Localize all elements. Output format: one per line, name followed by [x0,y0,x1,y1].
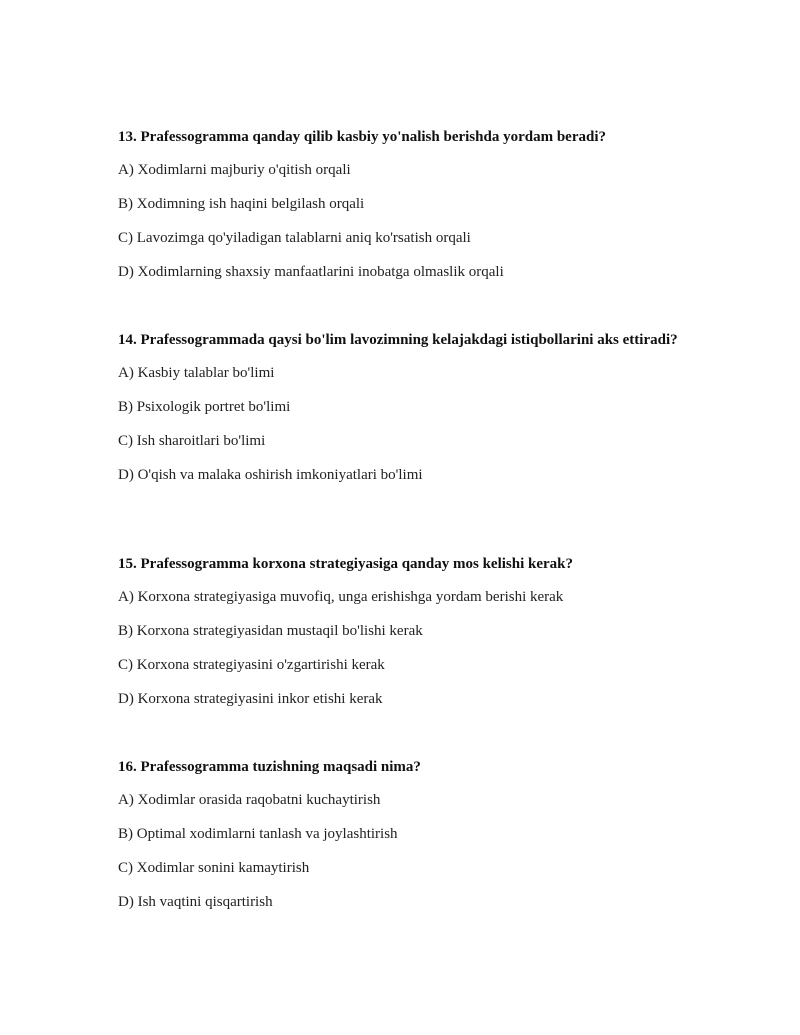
question-title: 13. Prafessogramma qanday qilib kasbiy yo'nalish berishda yordam beradi? [118,129,606,145]
option-a: A) Xodimlar orasida raqobatni kuchaytirish [118,792,381,808]
option-d: D) Korxona strategiyasini inkor etishi kerak [118,691,383,707]
option-a: A) Kasbiy talablar bo'limi [118,365,275,381]
option-b: B) Optimal xodimlarni tanlash va joylashtirish [118,826,398,842]
option-c: C) Korxona strategiyasini o'zgartirishi kerak [118,657,385,673]
option-b: B) Psixologik portret bo'limi [118,399,291,415]
option-d: D) O'qish va malaka oshirish imkoniyatlari bo'limi [118,467,423,483]
option-b: B) Xodimning ish haqini belgilash orqali [118,196,365,212]
option-a: A) Xodimlarni majburiy o'qitish orqali [118,162,351,178]
question-title: 14. Prafessogrammada qaysi bo'lim lavozimning kelajakdagi istiqbollarini aks ettiradi? [118,332,678,348]
question-13 [118,127,678,296]
question-title: 15. Prafessogramma korxona strategiyasiga qanday mos kelishi kerak? [118,556,573,572]
question-16 [118,757,678,926]
option-c: C) Lavozimga qo'yiladigan talablarni aniq ko'rsatish orqali [118,230,471,246]
option-c: C) Ish sharoitlari bo'limi [118,433,266,449]
option-c: C) Xodimlar sonini kamaytirish [118,860,310,876]
option-d: D) Ish vaqtini qisqartirish [118,894,273,910]
option-a: A) Korxona strategiyasiga muvofiq, unga erishishga yordam berishi kerak [118,589,564,605]
question-15 [118,554,678,723]
option-d: D) Xodimlarning shaxsiy manfaatlarini inobatga olmaslik orqali [118,264,504,280]
option-b: B) Korxona strategiyasidan mustaqil bo'lishi kerak [118,623,423,639]
question-14 [118,330,678,499]
question-title: 16. Prafessogramma tuzishning maqsadi nima? [118,759,421,775]
